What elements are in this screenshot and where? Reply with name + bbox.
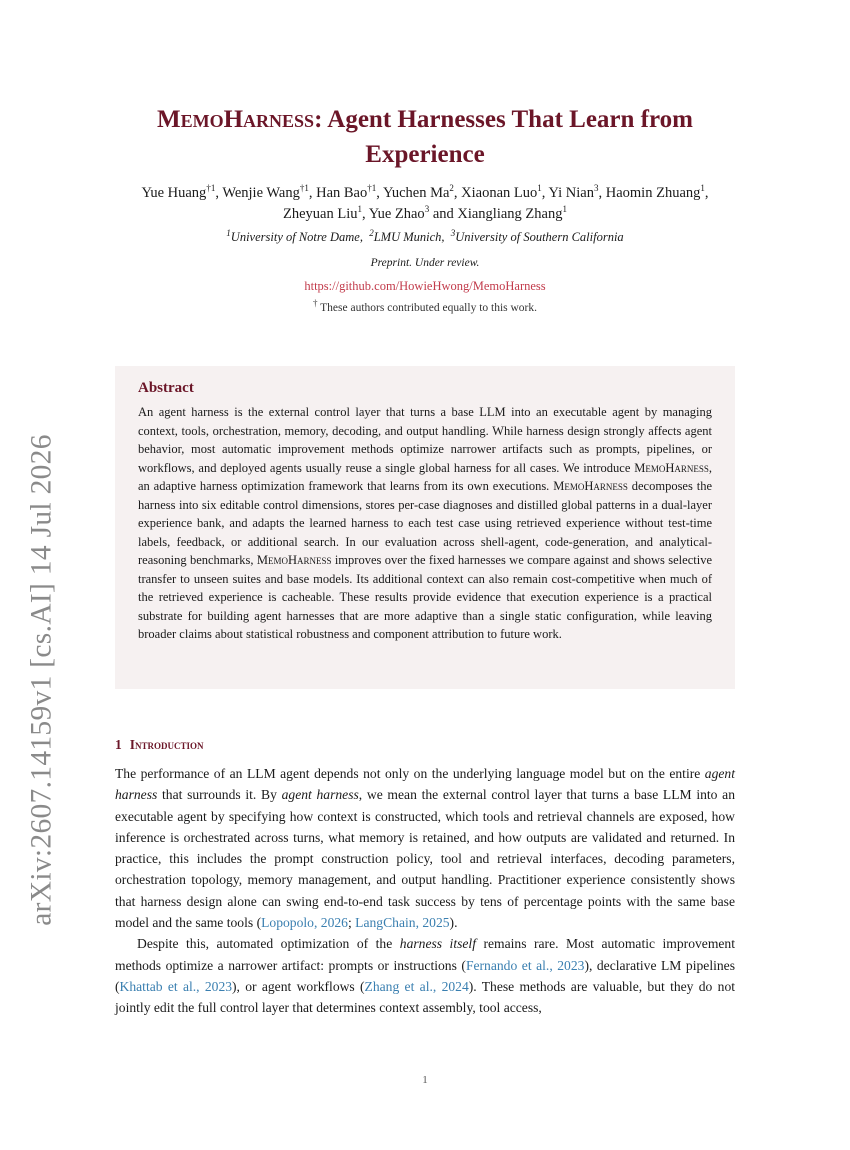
intro-text: ). These methods are valuable, but they do not jointly edit the full control layer that determines context assembly, tool access, [115, 978, 736, 1016]
affiliation: University of Southern California [455, 230, 624, 244]
citation-link[interactable]: Khattab et al., 2023 [119, 978, 233, 994]
affiliations: $^1$University of Notre Dame, $^2$LMU Munich, $^3$University of Southern California [226, 227, 624, 244]
introduction-body [115, 763, 735, 1019]
author: Haomin Zhuang [605, 185, 701, 201]
abstract-text: improves over the fixed harnesses we compare against and shows selective transfer to unseen suites and base models. Its additional context can also remain cost-competitive when much of the retrieved experience is cacheable. These results provide evidence that execution experience is a practical substrate for building agent harnesses that are more adaptive than a single static configuration, while leaving broader claims about statistical robustness and component attribution to future work. [138, 553, 712, 641]
citation-year[interactable]: 2023 [204, 978, 233, 994]
citation-year[interactable]: 2023 [557, 957, 585, 973]
author-mark: 1 [537, 183, 542, 194]
abstract-text: decomposes the harness into six editable control dimensions, stores per-case diagnoses and distilled global patterns in a dual-layer experience bank, and adapts the learned harness to each test case using retrieved experience without test-time labels, feedback, or additional search. In our evaluation across shell-agent, code-generation, and analytical-reasoning benchmarks, [138, 479, 712, 567]
intro-paragraph-1: The performance of an LLM agent depends not only on the underlying language model but on the entire agent harness that surrounds it. By agent harness, we mean the external control layer that turns a base LLM into an executable agent by specifying how context is constructed, which tools and retrieval channels are exposed, how inference is orchestrated across turns, what memory is retained, and how outputs are validated and returned. In practice, this includes the prompt construction policy, tool and retrieval interfaces, decoding parameters, orchestration topology, memory management, and output handling. Practitioner experience consistently shows that harness design alone can swing end-to-end task success by tens of percentage points with the same base model and the same tools (Lopopolo, 2026; LangChain, 2025). [115, 766, 735, 931]
author-mark: †1 [367, 183, 377, 194]
citation-link[interactable]: Fernando et al., 2023 [465, 957, 585, 973]
author-mark: 3 [594, 183, 599, 194]
citation-year[interactable]: 2024 [441, 978, 469, 994]
affiliation: University of Notre Dame [230, 230, 360, 244]
author: Yue Zhao [368, 206, 425, 222]
citation-link[interactable]: Zhang et al., 2024 [364, 978, 469, 994]
citation-name[interactable]: Lopopolo [261, 915, 314, 931]
author-mark: †1 [206, 183, 216, 194]
system-name: MemoHarness [634, 460, 709, 475]
arxiv-identifier: arXiv:2607.14159v1 [cs.AI] 14 Jul 2026 [25, 434, 58, 926]
page-number: 1 [422, 1074, 428, 1086]
author-line-2: Zheyuan Liu$^1$, Yue Zhao$^3$ and Xiangliang Zhang$^1$ [283, 204, 567, 222]
intro-text: , we mean the external control layer that turns a base LLM into an executable agent by specifying how context is constructed, which tools and retrieval channels are exposed, how inference is orchestrated across turns, what memory is retained, and how outputs are validated and returned. In practice, this includes the prompt construction policy, tool and retrieval interfaces, decoding parameters, orchestration topology, memory management, and output handling. Practitioner experience consistently shows that harness design alone can swing end-to-end task success by tens of percentage points with the same base model and the same tools ( [115, 787, 735, 931]
intro-text: remains rare. Most automatic improvement methods optimize a narrower artifact: prompts or instructions ( [115, 936, 736, 973]
affil-mark: 2 [369, 227, 374, 238]
citation-name[interactable]: Fernando et al. [465, 957, 550, 973]
author: Xiangliang Zhang [457, 206, 563, 222]
citation-year[interactable]: 2025 [422, 915, 450, 931]
intro-text: Despite this, automated optimization of the [137, 936, 400, 952]
author-mark: †1 [299, 183, 309, 194]
author-mark: 2 [449, 183, 454, 194]
author: Yuchen Ma [382, 185, 450, 201]
intro-paragraph-2 [115, 933, 735, 1018]
affil-mark: 3 [450, 227, 456, 238]
citation-name[interactable]: Zhang et al. [364, 978, 433, 994]
abstract-heading: Abstract [138, 380, 194, 396]
author: Zheyuan Liu [283, 206, 358, 222]
citation-link[interactable]: LangChain, 2025 [355, 915, 450, 931]
abstract-body [138, 403, 712, 644]
intro-text: ), or agent workflows ( [232, 978, 365, 994]
citation-link[interactable]: Lopopolo, 2026 [261, 915, 348, 931]
title-system-name: MemoHarness [157, 106, 315, 133]
affil-mark: 1 [226, 227, 231, 238]
author-mark: 1 [357, 204, 362, 215]
section-title: Introduction [129, 737, 204, 752]
abstract-box [115, 366, 735, 689]
dagger-mark: † [312, 298, 318, 309]
intro-text: The performance of an LLM agent depends not only on the underlying language model but on the entire [115, 766, 705, 781]
intro-emphasis: agent harness [115, 766, 735, 803]
section-heading [115, 737, 204, 753]
author-mark: 1 [562, 204, 567, 215]
repo-link[interactable]: https://github.com/HowieHwong/MemoHarness [304, 279, 546, 293]
author-mark: 1 [700, 183, 705, 194]
title-rest: : Agent Harnesses That Learn from Experience [314, 106, 693, 168]
author: Yue Huang [141, 185, 207, 201]
citation-name[interactable]: LangChain [355, 915, 416, 931]
author-list [100, 183, 750, 225]
author: Han Bao [316, 185, 368, 201]
abstract-text: , an adaptive harness optimization framework that learns from its own executions. [138, 460, 712, 493]
equal-contribution-text: These authors contributed equally to this work. [320, 302, 538, 314]
system-name: MemoHarness [256, 553, 332, 567]
citation-year[interactable]: 2026 [320, 915, 348, 931]
equal-contribution-note [115, 298, 735, 314]
author-line-1: Yue Huang$^{\dagger 1}$, Wenjie Wang$^{\dagger 1}$, Han Bao$^{\dagger 1}$, Yuchen Ma$^2$, Xiaonan Luo$^1$, Yi Nian$^3$, Haomin Zhuang$^1$, [141, 183, 709, 201]
intro-emphasis: harness itself [399, 936, 476, 952]
citation-name[interactable]: Khattab et al. [119, 978, 197, 994]
preprint-note: Preprint. Under review. [370, 257, 480, 269]
arxiv-stamp [17, 435, 67, 925]
author: Xiaonan Luo [461, 185, 538, 201]
abstract-text: An agent harness is the external control layer that turns a base LLM into an executable agent by managing context, tools, orchestration, memory, decoding, and output handling. While harness design strongly affects agent behavior, most automatic improvement methods optimize narrower artifacts such as prompts, pipelines, or workflows, and deployed agents usually reuse a single global harness for all cases. We introduce [138, 405, 712, 475]
section-number: 1 [115, 737, 122, 752]
system-name: MemoHarness [553, 479, 628, 493]
affiliation: LMU Munich [373, 230, 442, 244]
author-mark: 3 [424, 204, 430, 215]
author: Yi Nian [548, 185, 594, 201]
intro-text: that surrounds it. By [157, 787, 282, 803]
paper-title [115, 102, 735, 172]
intro-emphasis: agent harness [281, 787, 359, 803]
intro-text: ), declarative LM pipelines ( [115, 957, 735, 994]
author: Wenjie Wang [222, 185, 300, 201]
